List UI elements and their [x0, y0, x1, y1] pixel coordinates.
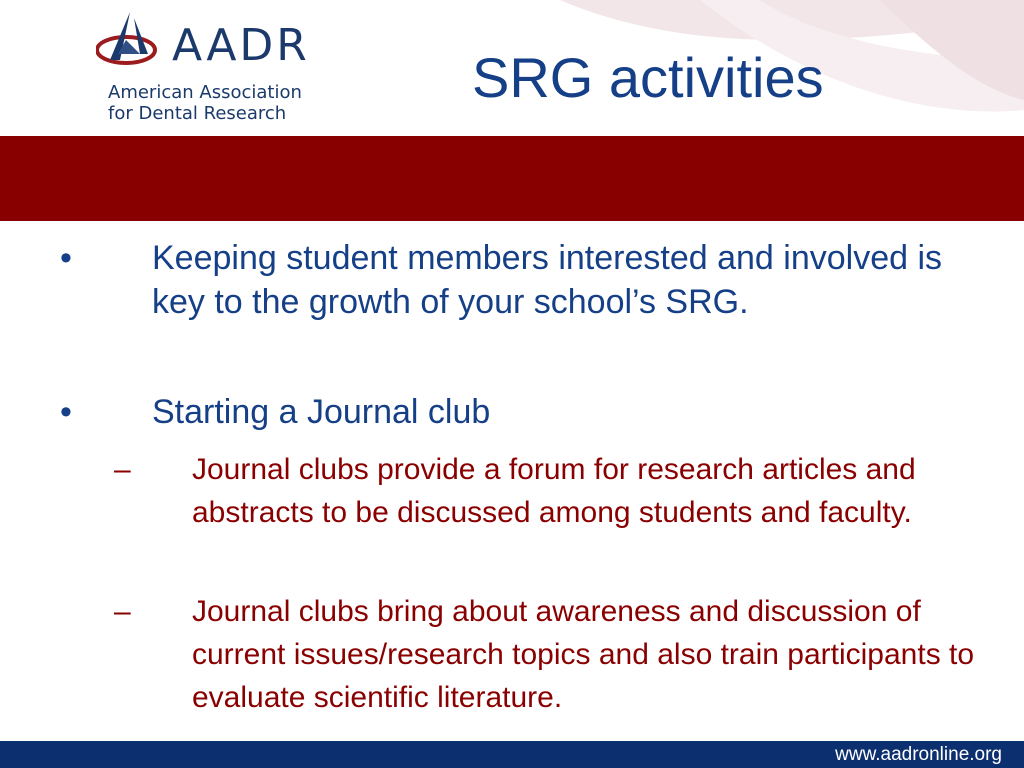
logo-subtitle-line-2: for Dental Research [108, 103, 287, 124]
sub-bullet-marker: – [114, 595, 131, 628]
header-red-band [0, 136, 1024, 221]
logo-subtitle-line-1: American Association [108, 82, 302, 103]
slide-title: SRG activities [472, 46, 824, 109]
sub-bullet-marker: – [114, 453, 131, 486]
sub-bullet-text: Journal clubs provide a forum for research articles and abstracts to be discussed among students and faculty. [192, 453, 916, 529]
bullet-marker: • [60, 239, 72, 277]
footer-bar [0, 741, 1024, 768]
footer-url: www.aadronline.org [835, 744, 1002, 765]
bullet-text: Starting a Journal club [152, 393, 491, 431]
logo-wordmark: AADR [172, 20, 310, 71]
aadr-logo-mark-icon [96, 10, 168, 68]
bullet-marker: • [60, 393, 72, 431]
sub-bullet-text: Journal clubs bring about awareness and discussion of current issues/research topics and also train participants to evaluate scientific literature. [192, 595, 975, 714]
bullet-text: Keeping student members interested and involved is key to the growth of your school’s SRG. [152, 239, 943, 321]
aadr-logo [96, 10, 336, 122]
logo-subtitle [108, 82, 336, 124]
